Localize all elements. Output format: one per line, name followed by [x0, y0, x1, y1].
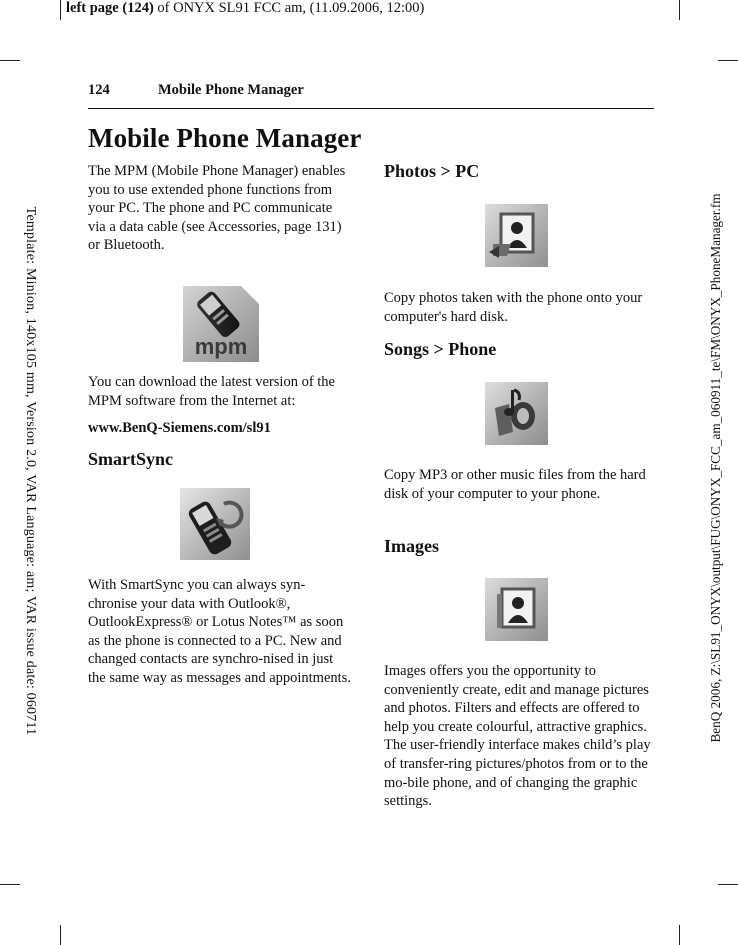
running-header — [88, 82, 304, 99]
crop-mark — [0, 884, 20, 885]
page-title: Mobile Phone Manager — [88, 123, 362, 153]
photos-block — [384, 289, 654, 326]
template-info-text: Template: Minion, 140x105 mm, Version 2.0, VAR Language: am; VAR issue date: 060711 — [23, 206, 38, 736]
print-header-bold: left page (124) — [66, 0, 154, 16]
mpm-logo-icon — [183, 286, 259, 367]
crop-mark — [679, 0, 680, 20]
running-header-title: Mobile Phone Manager — [158, 82, 304, 98]
header-rule-short — [88, 108, 156, 109]
template-info-vertical — [22, 66, 38, 876]
images-editor-icon — [485, 578, 548, 646]
smartsync-paragraph: With SmartSync you can always syn-chronise your data with Outlook®, OutlookExpress® or Lotus Notes™ as soon as the phone is connected to a PC. New and changed contacts are synchro-nised in just the same way as messages and appointments. — [88, 577, 351, 686]
header-rule — [156, 108, 654, 109]
photos-heading-block — [384, 162, 650, 181]
left-column — [88, 162, 352, 255]
smartsync-block — [88, 576, 354, 688]
songs-block — [384, 466, 650, 503]
download-paragraph: You can download the latest version of the MPM software from the Internet at: — [88, 374, 335, 409]
songs-paragraph: Copy MP3 or other music files from the hard disk of your computer to your phone. — [384, 467, 646, 502]
smartsync-phone-icon — [180, 488, 250, 565]
print-header — [66, 0, 424, 17]
images-heading: Images — [384, 536, 439, 556]
download-url: www.BenQ-Siemens.com/sl91 — [88, 420, 271, 437]
images-block — [384, 662, 654, 811]
download-block — [88, 373, 354, 438]
songs-transfer-icon — [485, 382, 548, 450]
crop-mark — [0, 60, 20, 61]
crop-mark — [679, 925, 680, 945]
print-header-rest: of ONYX SL91 FCC am, (11.09.2006, 12:00) — [153, 0, 425, 16]
file-path-text: BenQ 2006, Z:\SL91_ONYX\output\FUG\ONYX_FCC_am_060911_te\FM\ONYX_PhoneManager.fm — [708, 193, 723, 742]
file-path-vertical — [707, 30, 725, 905]
mpm-logo-text: mpm — [194, 334, 248, 359]
intro-paragraph: The MPM (Mobile Phone Manager) enables you to use extended phone functions from your PC. The phone and PC communicate via a data cable (see Accessories, page 131) or Bluetooth. — [88, 163, 346, 254]
crop-mark — [60, 925, 61, 945]
images-heading-block — [384, 537, 650, 556]
songs-heading-block — [384, 340, 650, 359]
smartsync-heading: SmartSync — [88, 449, 173, 469]
photos-transfer-icon — [485, 204, 548, 272]
page-number: 124 — [88, 82, 110, 98]
photos-paragraph: Copy photos taken with the phone onto your computer's hard disk. — [384, 290, 643, 325]
images-paragraph: Images offers you the opportunity to conveniently create, edit and manage pictures and photos. Filters and effects are offered to help you create colourful, attractive graphics. The user-friendly interface makes child’s play of transfer-ring pictures/photos from or to the mo-bile phone, and of changing the graphic settings. — [384, 663, 651, 810]
songs-heading: Songs > Phone — [384, 339, 497, 359]
smartsync-heading-block — [88, 450, 352, 469]
photos-heading: Photos > PC — [384, 161, 480, 181]
crop-mark — [60, 0, 61, 20]
